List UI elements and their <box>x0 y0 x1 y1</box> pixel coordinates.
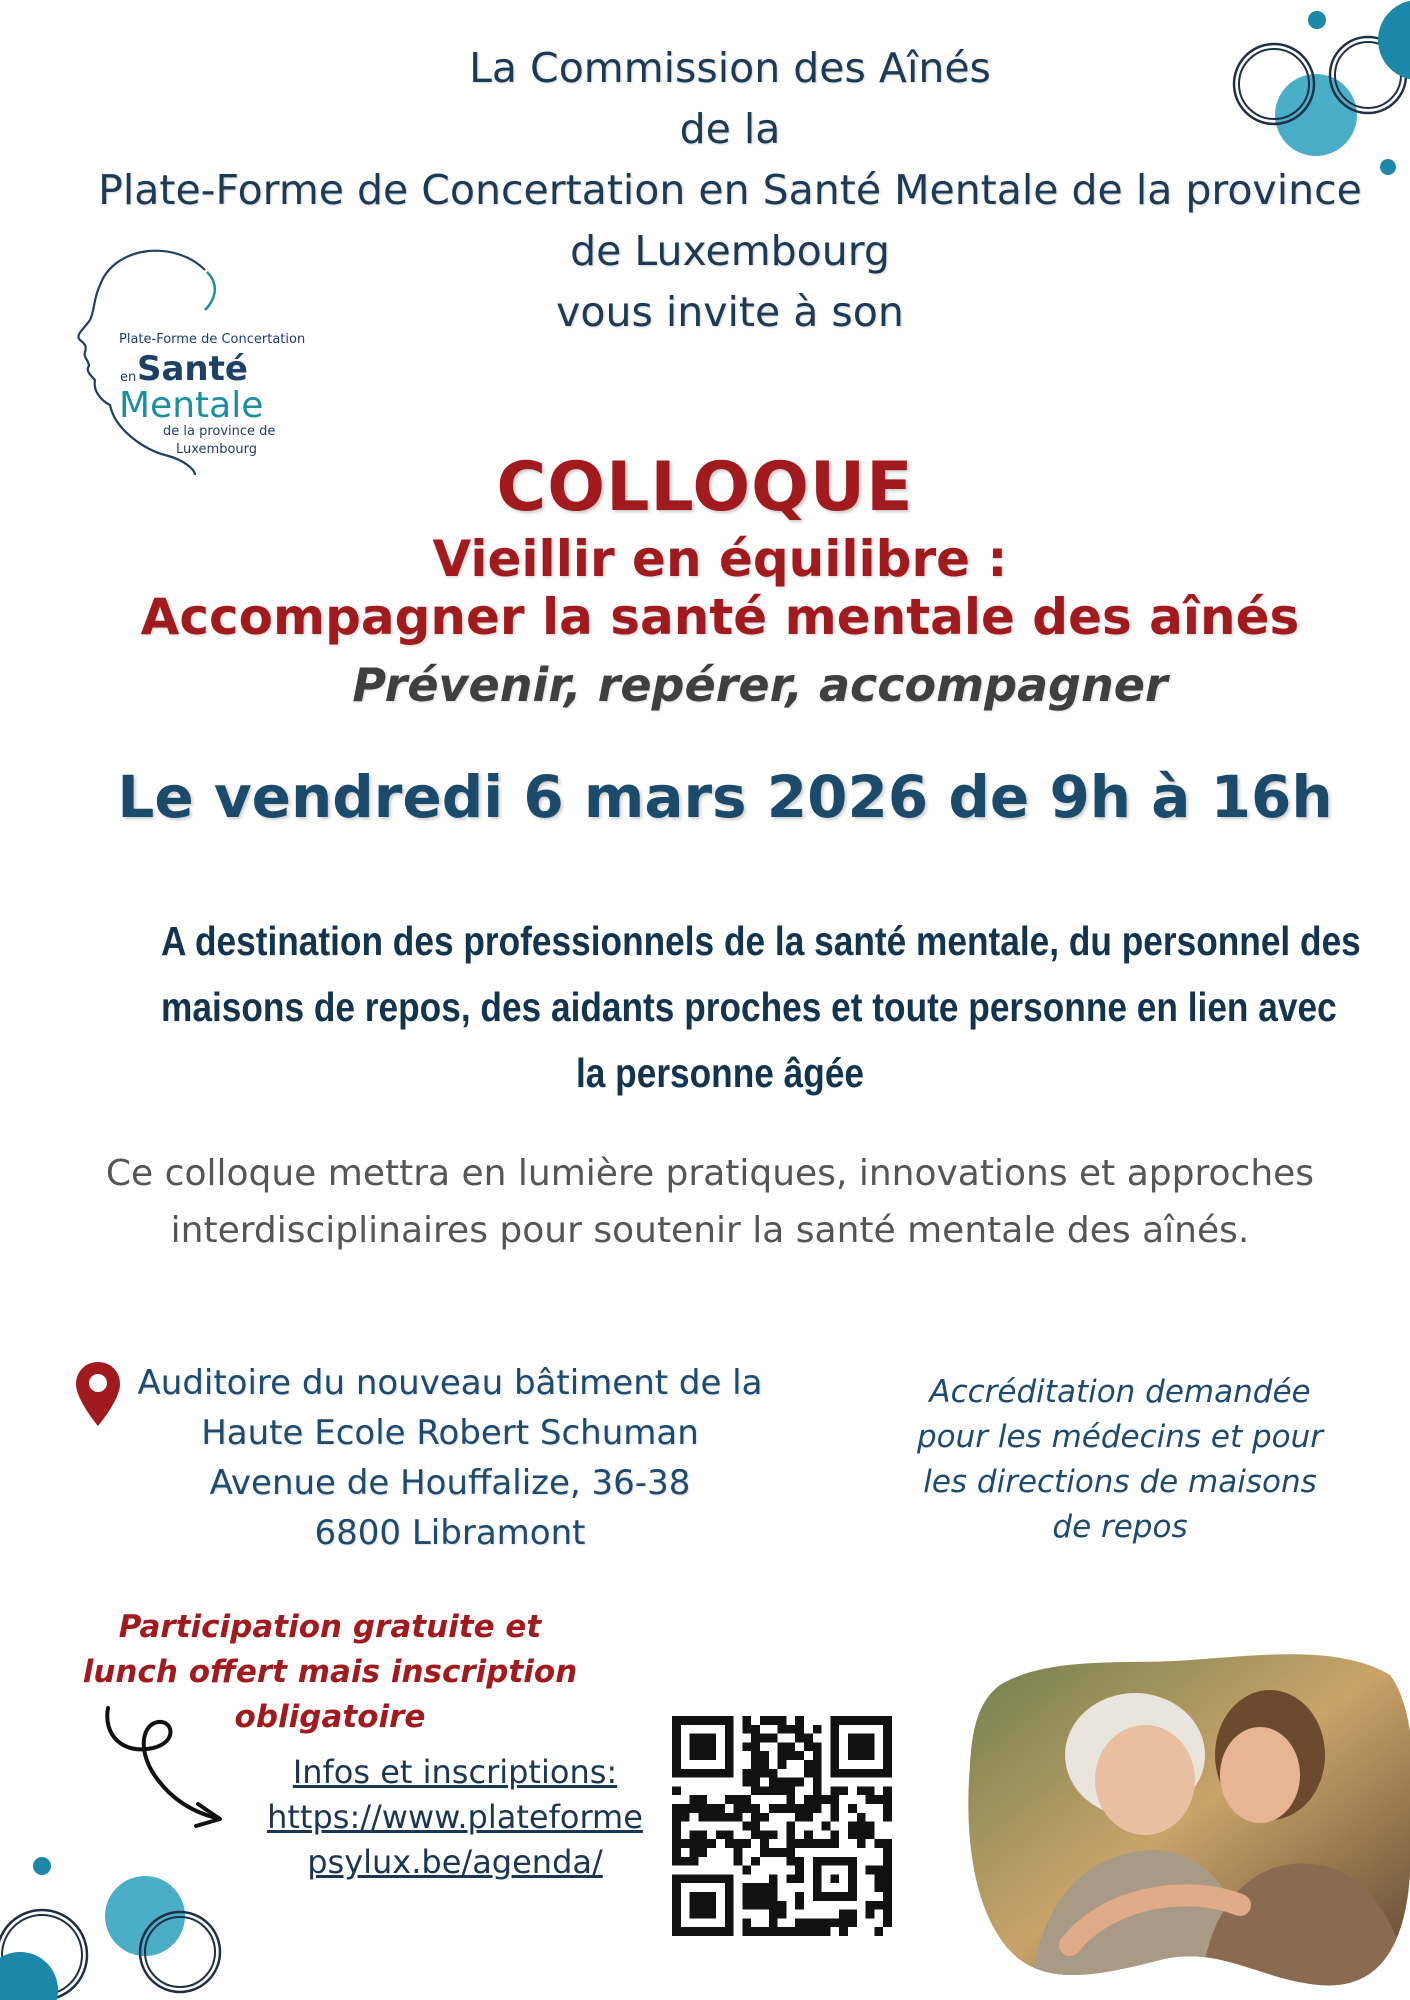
location-line-4: 6800 Libramont <box>314 1513 586 1553</box>
logo-text-en: en <box>120 370 137 385</box>
decor-circles-bottom <box>0 1840 240 2000</box>
intro-block <box>80 38 1380 343</box>
curly-arrow-icon <box>98 1700 233 1835</box>
description-line-2: interdisciplinaires pour soutenir la santé mentale des aînés. <box>170 1210 1250 1251</box>
seniors-photo <box>960 1645 1410 1990</box>
intro-line-4: de Luxembourg <box>570 227 890 275</box>
audience-line-3: la personne âgée <box>575 1050 865 1096</box>
intro-line-5: vous invite à son <box>556 288 904 336</box>
intro-line-3: Plate-Forme de Concertation en Santé Mentale de la province <box>98 166 1362 214</box>
participation-line-1: Participation gratuite et <box>118 1609 542 1645</box>
audience-line-2: maisons de repos, des aidants proches et toute personne en lien avec <box>161 984 1337 1030</box>
logo-text-province: de la province de <box>163 424 276 439</box>
accreditation-line-1: Accréditation demandée <box>929 1374 1311 1410</box>
intro-line-1: La Commission des Aînés <box>469 44 991 92</box>
event-title: COLLOQUE <box>496 448 914 527</box>
location-block <box>120 1358 780 1558</box>
event-subtitle <box>100 530 1340 646</box>
participation-line-2: lunch offert mais inscription <box>82 1654 578 1690</box>
accreditation-block <box>900 1370 1340 1550</box>
logo-text-sante: Santé <box>137 349 248 389</box>
location-line-3: Avenue de Houffalize, 36-38 <box>209 1463 691 1503</box>
info-block[interactable] <box>255 1750 655 1885</box>
location-line-1: Auditoire du nouveau bâtiment de la <box>137 1363 763 1403</box>
info-url-line-2[interactable]: psylux.be/agenda/ <box>307 1843 603 1881</box>
description-line-1: Ce colloque mettra en lumière pratiques, innovations et approches <box>105 1153 1315 1194</box>
audience-line-1: A destination des professionnels de la santé mentale, du personnel des <box>161 918 1361 964</box>
qr-code-icon[interactable] <box>672 1716 892 1936</box>
intro-line-2: de la <box>679 105 781 153</box>
location-line-2: Haute Ecole Robert Schuman <box>201 1413 699 1453</box>
audience-block <box>161 908 1361 1106</box>
event-subtitle-1: Vieillir en équilibre : <box>432 530 1008 588</box>
logo-text-mentale: Mentale <box>119 385 264 426</box>
participation-line-3: obligatoire <box>234 1699 426 1735</box>
event-subtitle-2: Accompagner la santé mentale des aînés <box>140 588 1300 646</box>
accreditation-line-4: de repos <box>1052 1509 1188 1545</box>
info-url-line-1[interactable]: https://www.plateforme <box>267 1798 643 1836</box>
description-block <box>60 1145 1360 1259</box>
event-date: Le vendredi 6 mars 2026 de 9h à 16h <box>117 763 1333 831</box>
accreditation-line-2: pour les médecins et pour <box>916 1419 1324 1455</box>
info-label[interactable]: Infos et inscriptions: <box>292 1753 618 1791</box>
logo-text-luxembourg: Luxembourg <box>176 442 258 457</box>
location-pin-icon <box>74 1360 122 1428</box>
accreditation-line-3: les directions de maisons <box>923 1464 1317 1500</box>
logo-text-platform: Plate-Forme de Concertation <box>119 332 306 347</box>
event-tagline: Prévenir, repérer, accompagner <box>352 658 1168 712</box>
